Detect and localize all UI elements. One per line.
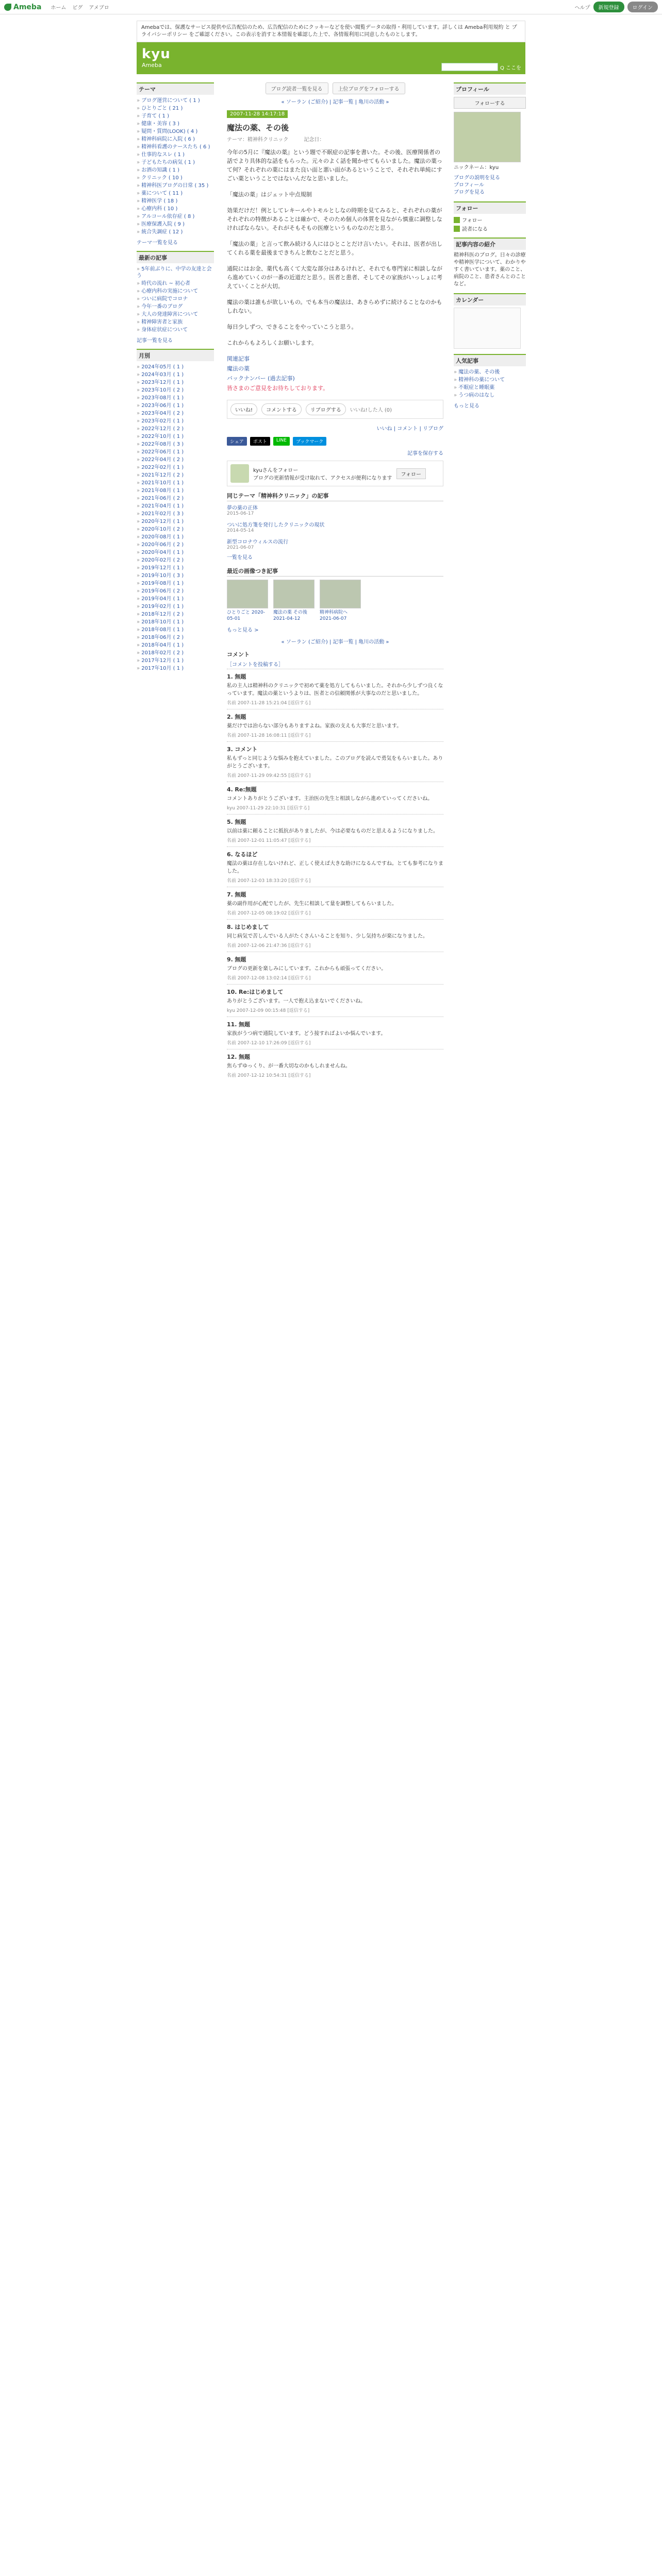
- profile-link[interactable]: プロフィール: [454, 182, 484, 188]
- follow-label[interactable]: 読者になる: [462, 227, 488, 232]
- save-article-link[interactable]: 記事を保存する: [407, 451, 443, 456]
- archive-item[interactable]: » 2021年12月 ( 2 ): [137, 471, 214, 479]
- login-button[interactable]: ログイン: [627, 2, 658, 12]
- theme-list: [137, 97, 214, 236]
- comment-foot[interactable]: 名前 2007-12-03 18:33:20 [返信する]: [227, 878, 311, 884]
- archive-item[interactable]: » 2020年12月 ( 1 ): [137, 518, 214, 526]
- thumb-image[interactable]: [273, 580, 315, 608]
- reaction-bar: [227, 400, 443, 419]
- post-paragraph: 毎日少しずつ、できることをやっていこうと思う。: [227, 324, 357, 330]
- share-buttons: [227, 437, 443, 446]
- comment-item: [227, 952, 443, 984]
- calendar-section: [454, 293, 526, 349]
- latest-item[interactable]: » 時代の流れ ~ 初心者: [137, 280, 214, 287]
- facebook-share-button[interactable]: シェア: [227, 437, 247, 446]
- info-heading: 記事内容の紹介: [454, 238, 526, 250]
- blog-sub: Ameba: [142, 62, 162, 69]
- archive-item[interactable]: » 2020年08月 ( 1 ): [137, 533, 214, 541]
- thumb-item[interactable]: [273, 580, 315, 622]
- latest-item[interactable]: » 今年一番のブログ: [137, 303, 214, 311]
- latest-heading: 最新の記事: [137, 251, 214, 263]
- comment-number: 9.: [227, 956, 233, 963]
- latest-item[interactable]: » ついに病院でコロナ: [137, 295, 214, 303]
- reblog-button[interactable]: リブログする: [306, 403, 346, 415]
- post-emphasis: 皆さまのご意見をお待ちしております。: [227, 385, 329, 392]
- calendar[interactable]: [454, 308, 521, 349]
- comment-number: 11.: [227, 1021, 237, 1028]
- archive-item[interactable]: » 2021年08月 ( 1 ): [137, 487, 214, 495]
- comment-body: ありがとうございます。一人で抱え込まないでくださいね。: [227, 998, 366, 1004]
- comment-number: 1.: [227, 673, 233, 680]
- theme-item[interactable]: » ブログ運営について ( 1 ): [137, 97, 214, 105]
- related-title[interactable]: 夢の薬の正体: [227, 505, 258, 511]
- archive-heading: 月別: [137, 349, 214, 361]
- blog-search: [441, 63, 521, 71]
- info-section: [454, 238, 526, 288]
- archive-item[interactable]: » 2019年04月 ( 1 ): [137, 595, 214, 603]
- archive-item[interactable]: » 2022年02月 ( 1 ): [137, 464, 214, 471]
- archive-item[interactable]: » 2020年10月 ( 2 ): [137, 526, 214, 533]
- related-heading: 同じテーマ「精神科クリニック」の記事: [227, 492, 443, 501]
- comment-item: [227, 782, 443, 814]
- latest-item[interactable]: » 大人の発達障害について: [137, 311, 214, 318]
- comment-title: Re:はじめまして: [239, 989, 284, 995]
- comment-item: [227, 984, 443, 1016]
- theme-item[interactable]: » 統合失調症 ( 12 ): [137, 228, 214, 236]
- top-nav: [51, 3, 109, 11]
- comment-number: 4.: [227, 786, 233, 793]
- related-date: 2014-05-14: [227, 528, 254, 533]
- comment-foot[interactable]: 名前 2007-12-12 10:54:31 [返信する]: [227, 1073, 311, 1078]
- comment-number: 12.: [227, 1054, 237, 1060]
- x-share-button[interactable]: ポスト: [250, 437, 270, 446]
- post-date: 2007-11-28 14:17:18: [227, 110, 288, 118]
- related-title[interactable]: 新型コロナウィルスの流行: [227, 539, 289, 545]
- thumb-caption[interactable]: 精神科病院へ 2021-06-07: [320, 610, 348, 621]
- comment-item: [227, 1049, 443, 1081]
- nav-ameblo[interactable]: アメブロ: [89, 5, 109, 11]
- comment-title: 無題: [235, 819, 246, 825]
- comment-body: 以前は薬に頼ることに抵抗がありましたが、今は必要なものだと思えるようになりました。: [227, 828, 438, 834]
- ranking-section: [454, 354, 526, 409]
- related-date: 2021-06-07: [227, 545, 254, 550]
- profile-nickname: ニックネーム：kyu: [454, 165, 499, 171]
- blog-header: [137, 21, 525, 74]
- comment-foot[interactable]: 名前 2007-11-29 09:42:55 [返信する]: [227, 773, 311, 778]
- like-button[interactable]: いいね!: [230, 403, 257, 415]
- post-paragraph: 今年の5月に『魔法の薬』という題で不眠症の記事を書いた。その後、医療関係者の話でより具体的な話をもらった。元々のよく話を聞かせてもらいました。魔法の薬って何？それぞれの薬にはまた良い面と悪い面があるということで、それぞれ単純にすごい薬ということではないんだなと思いました。: [227, 149, 442, 182]
- archive-item[interactable]: » 2019年08月 ( 1 ): [137, 580, 214, 587]
- post-link[interactable]: バックナンバー (過去記事): [227, 375, 295, 382]
- thumb-image[interactable]: [320, 580, 361, 608]
- follow-icon: [454, 217, 460, 223]
- ranking-heading: 人気記事: [454, 354, 526, 366]
- archive-item[interactable]: » 2023年04月 ( 2 ): [137, 410, 214, 417]
- comment-title: 無題: [239, 1021, 250, 1028]
- comment-item: [227, 919, 443, 952]
- archive-item[interactable]: » 2021年04月 ( 1 ): [137, 502, 214, 510]
- comment-number: 10.: [227, 989, 237, 995]
- archive-item[interactable]: » 2018年04月 ( 1 ): [137, 641, 214, 649]
- latest-more-link[interactable]: 記事一覧を見る: [137, 338, 173, 344]
- comment-body: 私もずっと同じような悩みを抱えていました。このブログを読んで勇気をもらいました。ありがとうございます。: [227, 756, 443, 769]
- blog-buttons: [227, 82, 443, 94]
- comment-number: 3.: [227, 746, 233, 753]
- ranking-list: [454, 368, 526, 399]
- comment-title: 無題: [235, 673, 246, 680]
- theme-item[interactable]: » クリニック ( 10 ): [137, 174, 214, 182]
- post-paragraph: 「魔法の薬」はジェット中点規制: [227, 191, 312, 198]
- thumb-item[interactable]: [320, 580, 361, 622]
- post-meta: テーマ：精神科クリニック 記念日：: [227, 137, 325, 143]
- latest-item[interactable]: » 心療内科の実施について: [137, 287, 214, 295]
- theme-item[interactable]: » 精神科看護のナースたち ( 6 ): [137, 143, 214, 151]
- post-title[interactable]: 魔法の薬、その後: [227, 123, 289, 132]
- ameba-logo[interactable]: Ameba: [4, 3, 41, 11]
- archive-item[interactable]: » 2018年02月 ( 2 ): [137, 649, 214, 657]
- archive-item[interactable]: » 2020年02月 ( 2 ): [137, 556, 214, 564]
- comment-title: なるほど: [235, 851, 258, 858]
- pager-top[interactable]: « ソーラン (ご紹介) | 記事一覧 | 亀川の活動 »: [281, 99, 389, 105]
- search-label[interactable]: Q ここを: [500, 65, 521, 71]
- follow-top-button[interactable]: 上位ブログをフォローする: [333, 82, 405, 94]
- comment-body: ブログの更新を楽しみにしています。これからも頑張ってください。: [227, 966, 387, 972]
- post-paragraph: 通院にはお金、薬代も高くて大変な部分はあるけれど、それでも専門家に相談しながら進めていくのが一番の近道だと思う。医者と患者、そしてその家族がいっしょに考えていくことが大切。: [227, 265, 442, 290]
- theme-item[interactable]: » お酒の知識 ( 1 ): [137, 166, 214, 174]
- comment-item: [227, 709, 443, 741]
- archive-item[interactable]: » 2023年06月 ( 1 ): [137, 402, 214, 410]
- archive-item[interactable]: » 2023年08月 ( 1 ): [137, 394, 214, 402]
- comment-title: 無題: [239, 1054, 250, 1060]
- theme-item[interactable]: » 子どもたちの病気 ( 1 ): [137, 159, 214, 166]
- ranking-item[interactable]: » 魔法の薬、その後: [454, 368, 526, 376]
- archive-item[interactable]: » 2018年08月 ( 1 ): [137, 626, 214, 634]
- archive-item[interactable]: » 2019年06月 ( 2 ): [137, 587, 214, 595]
- profile-heading: プロフィール: [454, 82, 526, 95]
- archive-item[interactable]: » 2021年06月 ( 2 ): [137, 495, 214, 502]
- comment-title: コメント: [235, 746, 258, 753]
- archive-item[interactable]: » 2020年04月 ( 1 ): [137, 549, 214, 556]
- post-paragraph: 「魔法の薬」と言って飲み続ける人にはひとことだけ言いたい。それは、医者が出してくれる薬を最後まできちんと飲むことだと思う。: [227, 241, 442, 256]
- comment-foot[interactable]: kyu 2007-12-09 00:15:48 [返信する]: [227, 1008, 310, 1013]
- comment-foot[interactable]: 名前 2007-12-05 08:19:02 [返信する]: [227, 911, 311, 916]
- comment-item: [227, 846, 443, 887]
- archive-item[interactable]: » 2019年02月 ( 1 ): [137, 603, 214, 611]
- readers-list-button[interactable]: ブログ読者一覧を見る: [266, 82, 328, 94]
- reader-icon: [454, 226, 460, 232]
- related-item[interactable]: [227, 537, 443, 550]
- comment-item: [227, 669, 443, 709]
- archive-item[interactable]: » 2023年02月 ( 1 ): [137, 417, 214, 425]
- archive-item[interactable]: » 2022年04月 ( 2 ): [137, 456, 214, 464]
- archive-item[interactable]: » 2022年12月 ( 2 ): [137, 425, 214, 433]
- post-link[interactable]: 関連記事: [227, 355, 250, 362]
- search-input[interactable]: [441, 63, 498, 71]
- post-link[interactable]: 魔法の薬: [227, 365, 250, 372]
- archive-item[interactable]: » 2018年06月 ( 2 ): [137, 634, 214, 641]
- post-body: [227, 148, 443, 393]
- comment-foot[interactable]: kyu 2007-11-29 22:10:31 [返信する]: [227, 806, 310, 811]
- nav-pigg[interactable]: ピグ: [72, 5, 83, 11]
- theme-item[interactable]: » 精神科医ブログの日常 ( 35 ): [137, 182, 214, 190]
- archive-item[interactable]: » 2017年12月 ( 1 ): [137, 657, 214, 665]
- comment-number: 7.: [227, 891, 233, 898]
- post-paragraph: 効果だけだ！例としてレキールやトモルとしなの時期を見てみると、それぞれの薬がそれぞれの特徴があることは確かで、そのため個人の体質を見ながら慎重に調整しなければならない。それがそもそもの医療というものなのだと思う。: [227, 207, 442, 231]
- hatena-bookmark-button[interactable]: ブックマーク: [293, 437, 326, 446]
- recent-more-link[interactable]: もっと見る >: [227, 628, 259, 633]
- comment-title: 無題: [235, 891, 246, 898]
- left-sidebar: [137, 82, 214, 672]
- comment-number: 8.: [227, 924, 233, 930]
- blog-name[interactable]: kyu: [142, 46, 171, 62]
- comment-number: 5.: [227, 819, 233, 825]
- comment-body: 魔法の薬は存在しないけれど、正しく使えば大きな助けになるんですね。とても参考になりました。: [227, 861, 443, 874]
- comment-foot[interactable]: 名前 2007-12-08 13:02:14 [返信する]: [227, 976, 311, 981]
- post-paragraph: これからもよろしくお願いします。: [227, 340, 318, 346]
- archive-item[interactable]: » 2019年12月 ( 1 ): [137, 564, 214, 572]
- comment-number: 2.: [227, 714, 233, 720]
- follow-section: [454, 201, 526, 232]
- latest-item[interactable]: » 5年前ぶりに、中学の友達と会う: [137, 265, 214, 280]
- thumb-image[interactable]: [227, 580, 268, 608]
- comment-body: 家族がうつ病で通院しています。どう接すればよいか悩んでいます。: [227, 1031, 386, 1037]
- main-content: [227, 82, 443, 1081]
- ranking-item[interactable]: » 精神科の薬について: [454, 376, 526, 384]
- comment-body: コメントありがとうございます。主治医の先生と相談しながら進めていってくださいね。: [227, 796, 433, 802]
- register-button[interactable]: 新規登録: [593, 2, 624, 12]
- comment-item: [227, 814, 443, 846]
- archive-item[interactable]: » 2018年10月 ( 1 ): [137, 618, 214, 626]
- archive-item[interactable]: » 2022年10月 ( 1 ): [137, 433, 214, 440]
- archive-item[interactable]: » 2017年10月 ( 1 ): [137, 665, 214, 672]
- related-item[interactable]: [227, 520, 443, 533]
- post-paragraph: 魔法の薬は誰もが欲しいもの。でも本当の魔法は、あきらめずに続けることなのかもしれない。: [227, 299, 442, 314]
- archive-item[interactable]: » 2019年10月 ( 3 ): [137, 572, 214, 580]
- archive-item[interactable]: » 2022年06月 ( 1 ): [137, 448, 214, 456]
- archive-item[interactable]: » 2023年12月 ( 1 ): [137, 379, 214, 386]
- follow-row[interactable]: [454, 225, 526, 232]
- comment-foot[interactable]: 名前 2007-12-10 17:26:09 [返信する]: [227, 1041, 311, 1046]
- theme-item[interactable]: » アルコール依存症 ( 8 ): [137, 213, 214, 221]
- follow-box: [227, 461, 443, 486]
- follow-row[interactable]: [454, 216, 526, 224]
- pager-bottom[interactable]: « ソーラン (ご紹介) | 記事一覧 | 亀川の活動 »: [281, 639, 389, 645]
- thumb-item[interactable]: [227, 580, 268, 622]
- line-share-button[interactable]: LINE: [273, 437, 290, 446]
- cookie-notice: Amebaでは、保護なサービス提供や広告配信のため、広告配信のためにクッキーなどを使い閲覧データの取得・利用しています。詳しくは Ameba利用規約 と プライバシーポリシー をご確認ください。この表示を消すと本情報を確認した上で、各情報利用に同意したものとします。: [137, 21, 525, 42]
- archive-item[interactable]: » 2024年03月 ( 1 ): [137, 371, 214, 379]
- top-bar: [0, 0, 662, 14]
- follow-name: kyuさんをフォロー: [253, 468, 299, 473]
- follow-heading: フォロー: [454, 201, 526, 214]
- theme-item[interactable]: » 医療保護入院 ( 9 ): [137, 221, 214, 228]
- right-sidebar: [454, 82, 526, 414]
- comment-foot[interactable]: 名前 2007-11-28 16:08:11 [返信する]: [227, 733, 311, 738]
- theme-item[interactable]: » 健康・美容 ( 3 ): [137, 120, 214, 128]
- top-right: [575, 2, 658, 12]
- theme-item[interactable]: » 仕事的なスレ ( 1 ): [137, 151, 214, 159]
- leaf-icon: [4, 4, 11, 11]
- related-more-link[interactable]: 一覧を見る: [227, 555, 253, 561]
- comment-foot[interactable]: 名前 2007-11-28 15:21:04 [返信する]: [227, 701, 311, 706]
- comment-item: [227, 741, 443, 782]
- latest-item[interactable]: » 身体症状症について: [137, 326, 214, 334]
- comment-body: 焦らずゆっくり、が一番大切なのかもしれませんね。: [227, 1063, 351, 1069]
- theme-item[interactable]: » 精神科病院に入院 ( 6 ): [137, 135, 214, 143]
- avatar[interactable]: [230, 464, 249, 483]
- theme-item[interactable]: » 心療内科 ( 10 ): [137, 205, 214, 213]
- theme-heading: テーマ: [137, 82, 214, 95]
- like-count[interactable]: いいね!した人 (0): [350, 408, 392, 413]
- comment-foot[interactable]: 名前 2007-12-06 21:47:36 [返信する]: [227, 943, 311, 948]
- follow-label[interactable]: フォロー: [462, 218, 483, 224]
- archive-item[interactable]: » 2024年05月 ( 1 ): [137, 363, 214, 371]
- comment-title: 無題: [235, 956, 246, 963]
- comments-heading: コメント: [227, 651, 250, 658]
- help-link[interactable]: ヘルプ: [574, 5, 590, 11]
- archive-list: [137, 363, 214, 672]
- related-title[interactable]: ついに処方箋を発行したクリニックの現状: [227, 522, 325, 528]
- theme-item[interactable]: » 子育て ( 1 ): [137, 112, 214, 120]
- latest-list: [137, 265, 214, 334]
- ranking-item[interactable]: » 不眠症と睡眠薬: [454, 384, 526, 392]
- comment-title: はじめまして: [235, 924, 269, 930]
- comment-body: 薬だけでは治らない部分もありますよね。家族の支えも大事だと思います。: [227, 723, 402, 729]
- calendar-heading: カレンダー: [454, 293, 526, 306]
- theme-item[interactable]: » ひとりごと ( 21 ): [137, 105, 214, 112]
- thumb-caption[interactable]: ひとりごと 2020-05-01: [227, 610, 266, 621]
- archive-item[interactable]: » 2021年02月 ( 3 ): [137, 510, 214, 518]
- latest-item[interactable]: » 精神障害者と家族: [137, 318, 214, 326]
- comment-title: Re:無題: [235, 786, 257, 793]
- related-date: 2015-06-17: [227, 511, 254, 516]
- ranking-item[interactable]: » うつ病のはなし: [454, 392, 526, 399]
- profile-link[interactable]: ブログの説明を見る: [454, 175, 500, 181]
- theme-item[interactable]: » 精神医学 ( 18 ): [137, 197, 214, 205]
- comment-title: 無題: [235, 714, 246, 720]
- archive-item[interactable]: » 2022年08月 ( 3 ): [137, 440, 214, 448]
- comment-button[interactable]: コメントする: [261, 403, 302, 415]
- nav-home[interactable]: ホーム: [51, 5, 67, 11]
- theme-item[interactable]: » 薬について ( 11 ): [137, 190, 214, 197]
- archive-item[interactable]: » 2018年12月 ( 2 ): [137, 611, 214, 618]
- info-text: 精神科医のブログ。日々の診療や精神医学について、わかりやすく書いています。薬のこと、病院のこと、患者さんとのことなど。: [454, 252, 526, 287]
- follow-desc: ブログの更新情報が受け取れて、アクセスが便利になります: [253, 476, 392, 481]
- recent-thumbs: [227, 580, 443, 622]
- related-item[interactable]: [227, 503, 443, 516]
- theme-more-link[interactable]: テーマ一覧を見る: [137, 240, 178, 246]
- follow-button[interactable]: フォロー: [396, 468, 426, 479]
- comment-number: 6.: [227, 851, 233, 858]
- comment-body: 同じ病気で苦しんでいる人がたくさんいることを知り、少し気持ちが楽になりました。: [227, 934, 428, 939]
- archive-item[interactable]: » 2020年06月 ( 2 ): [137, 541, 214, 549]
- post-links: [227, 354, 443, 383]
- recent-images-heading: 最近の画像つき記事: [227, 567, 443, 577]
- theme-item[interactable]: » 疑問・質問(LOOK) ( 4 ): [137, 128, 214, 135]
- profile-link[interactable]: ブログを見る: [454, 190, 485, 195]
- post-footer-links[interactable]: いいね | コメント | リブログ: [376, 426, 443, 432]
- comment-body: 薬の副作用が心配でしたが、先生に相談して量を調整してもらいました。: [227, 901, 397, 907]
- comment-item: [227, 1016, 443, 1049]
- ranking-more-link[interactable]: もっと見る: [454, 403, 479, 409]
- post-comment-link[interactable]: ［コメントを投稿する］: [227, 662, 284, 668]
- profile-image[interactable]: [454, 112, 521, 162]
- comment-item: [227, 887, 443, 919]
- comment-body: 私の主人は精神科のクリニックで初めて薬を処方してもらいました。それから少しずつ良くなっています。魔法の薬というよりは、医者との信頼関係が大事なのだと思いました。: [227, 683, 443, 697]
- profile-follow-button[interactable]: フォローする: [454, 97, 526, 109]
- archive-item[interactable]: » 2021年10月 ( 1 ): [137, 479, 214, 487]
- comment-foot[interactable]: 名前 2007-12-01 11:05:47 [返信する]: [227, 838, 311, 843]
- thumb-caption[interactable]: 魔法の薬 その後 2021-04-12: [273, 610, 307, 621]
- archive-item[interactable]: » 2023年10月 ( 2 ): [137, 386, 214, 394]
